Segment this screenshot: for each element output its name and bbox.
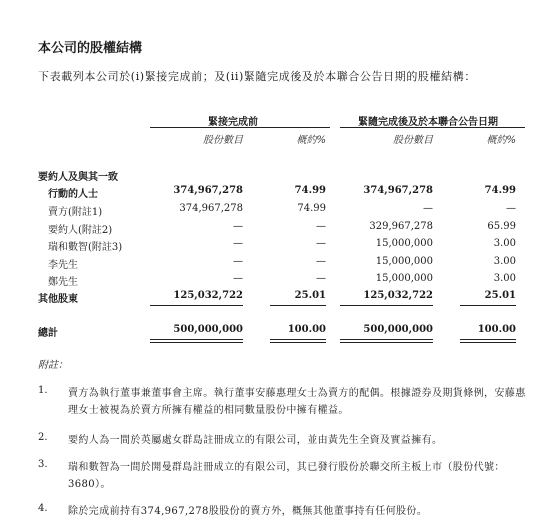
header-after-rule (340, 127, 525, 128)
row-label: 賣方(附註1) (48, 207, 103, 218)
col-shares-before: 股份數目 (203, 135, 243, 146)
cell-shares-before: — (233, 273, 243, 284)
note-text: 要約人為一間於英屬處女群島註冊成立的有限公司，並由黃先生全資及實益擁有。 (68, 435, 443, 446)
cell-shares-after: 15,000,000 (375, 238, 433, 249)
total-double-rule (270, 339, 326, 343)
cell-pct-before: 25.01 (294, 290, 326, 301)
header-after: 緊隨完成後及於本聯合公告日期 (358, 117, 498, 128)
total-shares-after: 500,000,000 (363, 324, 433, 335)
note-number: 3. (38, 459, 48, 470)
total-double-rule (460, 339, 516, 343)
subtotal-rule (460, 305, 516, 306)
note-text: 瑞和數智為一間於開曼群島註冊成立的有限公司，其已發行股份於聯交所主板上市（股份代號：3680）。 (68, 462, 505, 490)
row-label: 瑞和數智(附註3) (48, 242, 123, 253)
cell-pct-after: 3.00 (493, 256, 516, 267)
cell-shares-after: 15,000,000 (375, 273, 433, 284)
cell-shares-before: 374,967,278 (179, 203, 243, 214)
col-pct-after: 概約% (486, 135, 516, 146)
cell-shares-before: — (233, 238, 243, 249)
note-number: 2. (38, 432, 48, 443)
cell-pct-before: — (316, 256, 326, 267)
cell-shares-before: 125,032,722 (173, 290, 243, 301)
notes-heading: 附註： (38, 360, 68, 371)
cell-shares-before: — (233, 221, 243, 232)
header-before: 緊接完成前 (208, 117, 258, 128)
cell-pct-after: 3.00 (493, 273, 516, 284)
cell-shares-after: 15,000,000 (375, 256, 433, 267)
row-label: 行動的人士 (48, 189, 98, 200)
total-shares-before: 500,000,000 (173, 324, 243, 335)
cell-pct-before: — (316, 221, 326, 232)
col-pct-before: 概約% (296, 135, 326, 146)
row-label: 李先生 (48, 260, 78, 271)
cell-pct-after: 65.99 (487, 221, 516, 232)
cell-shares-after: 329,967,278 (369, 221, 433, 232)
cell-pct-before: 74.99 (297, 203, 326, 214)
cell-pct-after: — (506, 203, 516, 214)
cell-shares-before: 374,967,278 (173, 185, 243, 196)
cell-pct-before: — (316, 273, 326, 284)
cell-shares-after: 125,032,722 (363, 290, 433, 301)
subtotal-rule (270, 305, 326, 306)
cell-pct-before: 74.99 (294, 185, 326, 196)
total-double-rule (340, 339, 433, 343)
section-title: 本公司的股權結構 (38, 41, 143, 56)
note-number: 4. (38, 503, 48, 514)
intro-paragraph: 下表載列本公司於(i)緊接完成前；及(ii)緊隨完成後及於本聯合公告日期的股權結構： (38, 70, 476, 83)
header-before-rule (150, 127, 330, 128)
total-pct-after: 100.00 (477, 324, 516, 335)
total-pct-before: 100.00 (287, 324, 326, 335)
cell-shares-after: — (423, 203, 433, 214)
total-double-rule (150, 339, 243, 343)
cell-pct-after: 25.01 (484, 290, 516, 301)
row-label: 要約人(附註2) (48, 225, 113, 236)
note-text: 除於完成前持有374,967,278股股份的賣方外，概無其他董事持有任何股份。 (68, 506, 428, 517)
note-text: 賣方為執行董事兼董事會主席。執行董事安藤惠理女士為賣方的配偶。根據證券及期貨條例，安藤惠理女士被視為於賣方所擁有權益的相同數量股份中擁有權益。 (68, 388, 526, 416)
cell-pct-before: — (316, 238, 326, 249)
subtotal-rule (340, 305, 433, 306)
row-label: 鄭先生 (48, 277, 78, 288)
cell-pct-after: 74.99 (484, 185, 516, 196)
col-shares-after: 股份數目 (393, 135, 433, 146)
row-label: 要約人及與其一致 (38, 172, 118, 183)
note-number: 1. (38, 385, 48, 396)
cell-pct-after: 3.00 (493, 238, 516, 249)
cell-shares-before: — (233, 256, 243, 267)
cell-shares-after: 374,967,278 (363, 185, 433, 196)
row-label: 其他股東 (38, 294, 78, 305)
total-label: 總計 (38, 328, 58, 339)
subtotal-rule (150, 305, 243, 306)
